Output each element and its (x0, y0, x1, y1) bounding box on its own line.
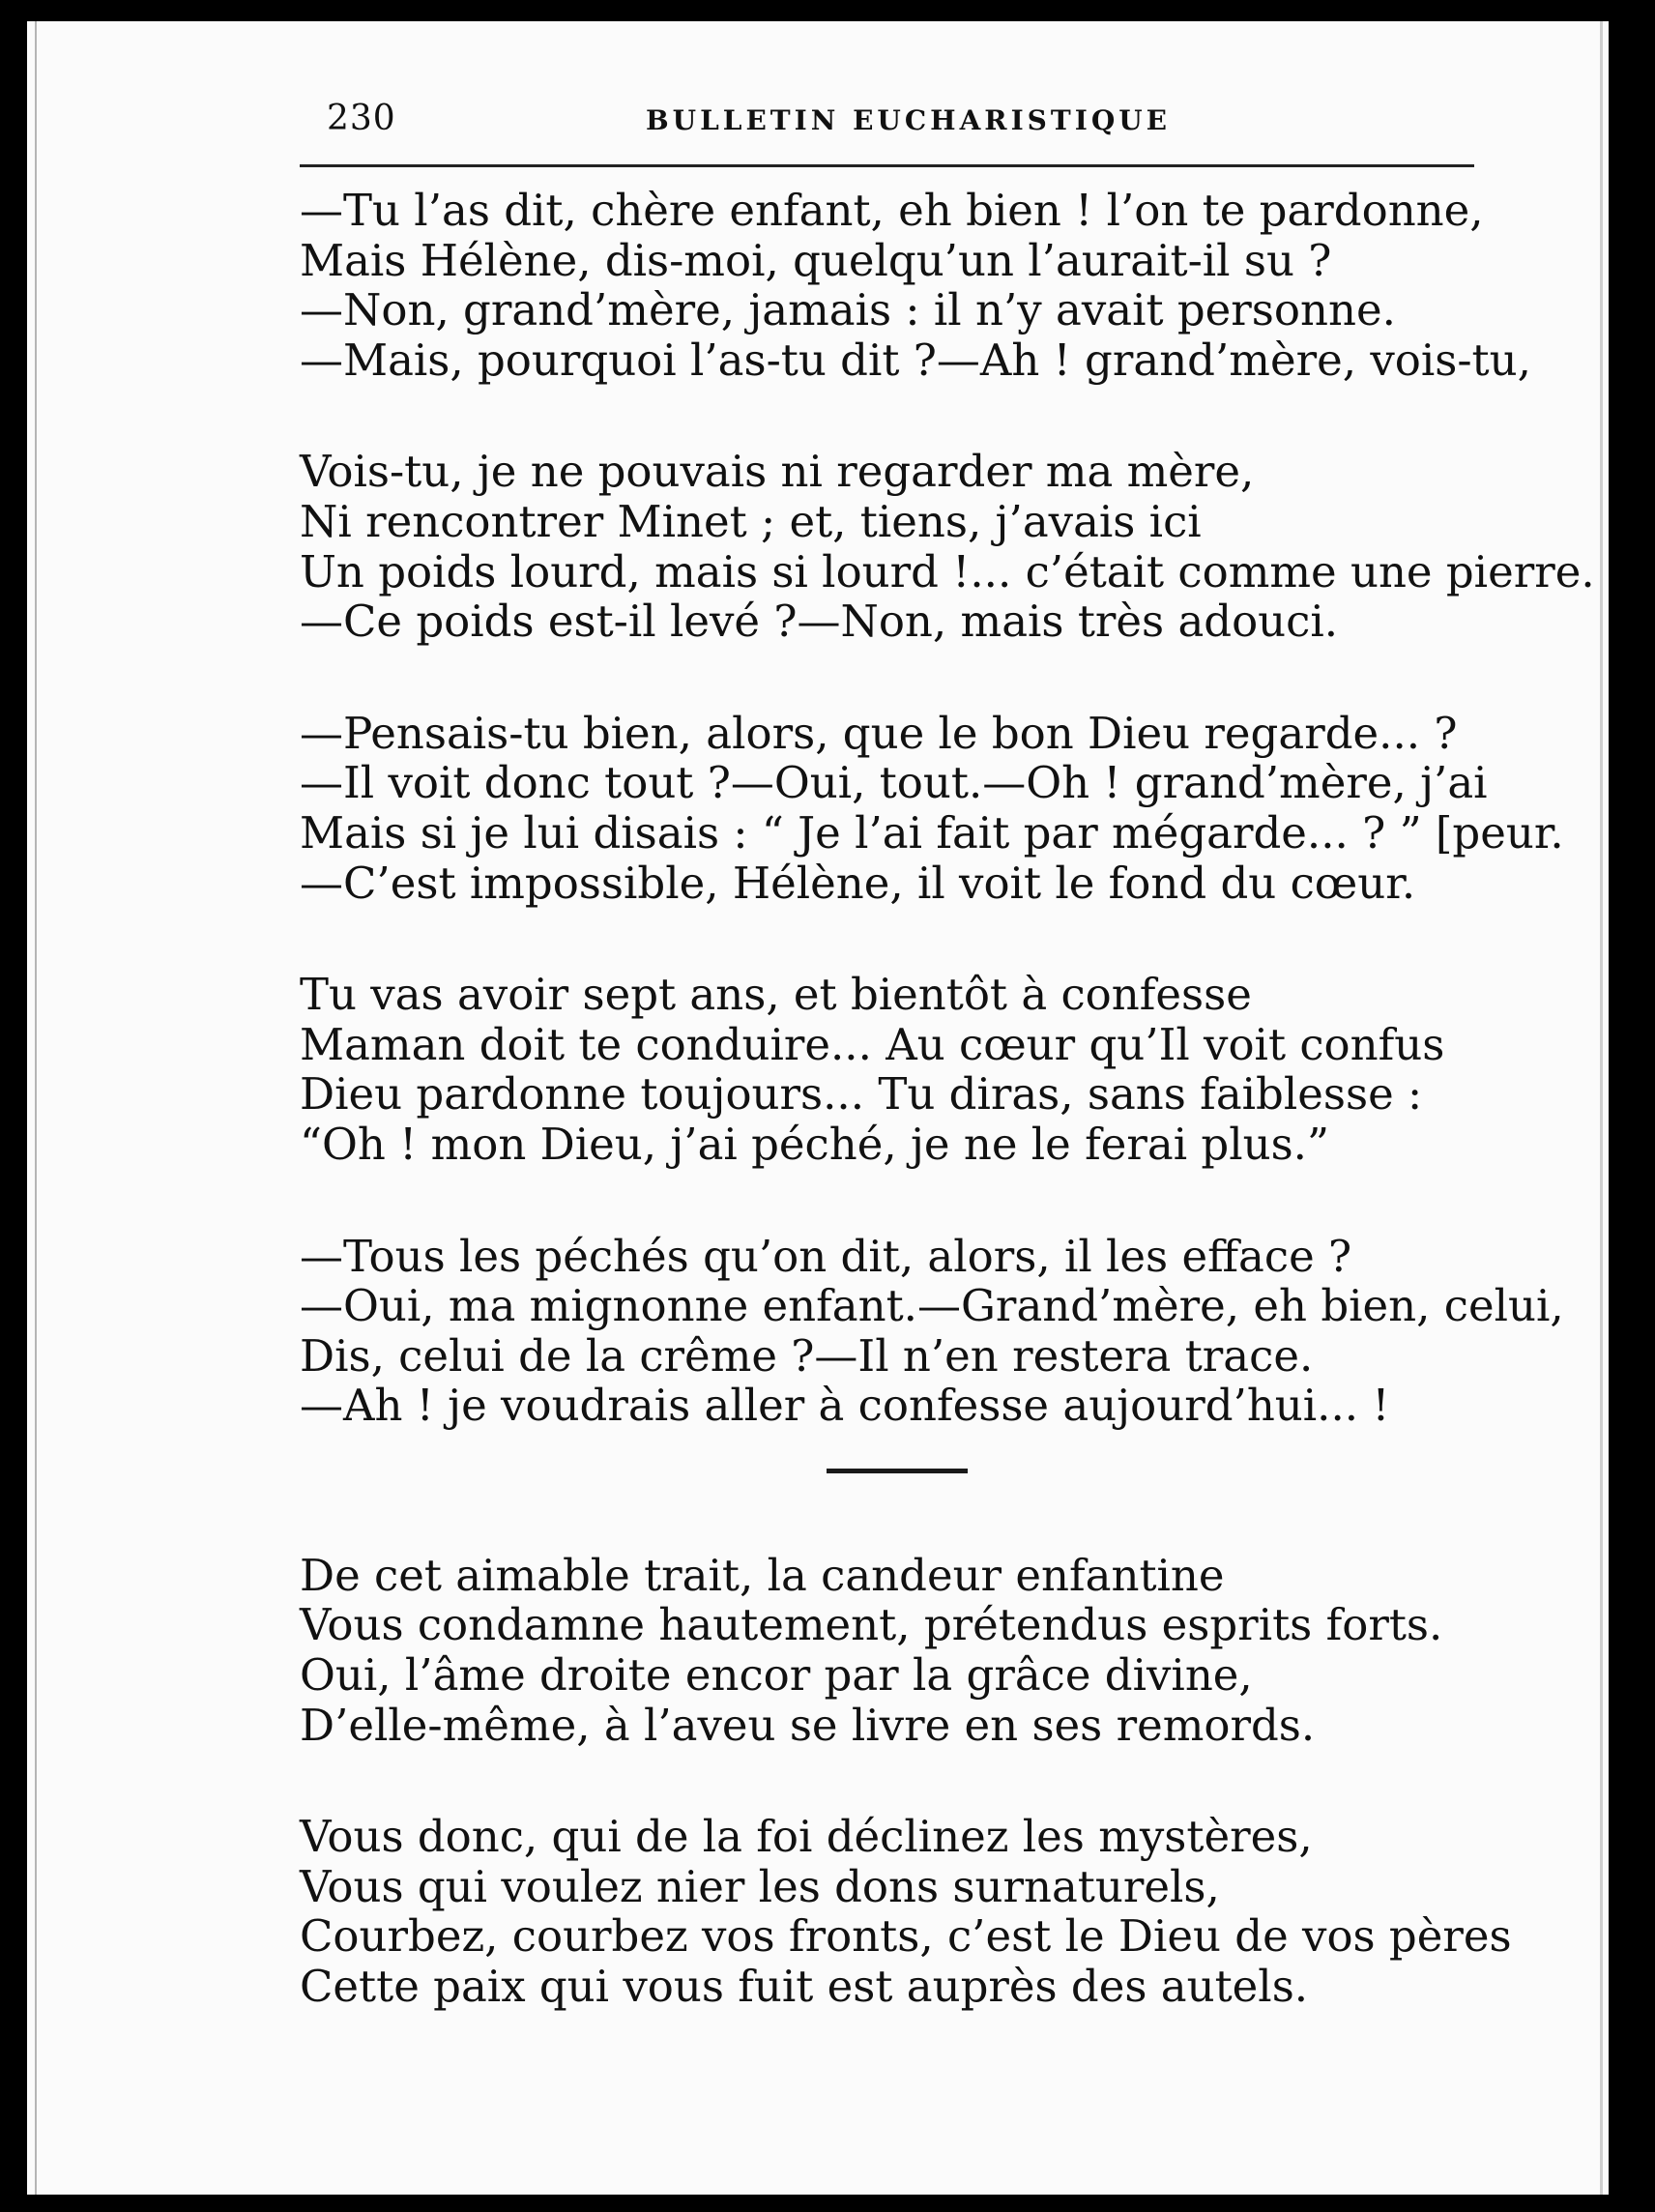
verse-line: Courbez, courbez vos fronts, c’est le Dieu de vos pères (300, 1910, 1512, 1963)
page-number: 230 (327, 99, 396, 138)
verse-line: Dis, celui de la crême ?—Il n’en restera trace. (300, 1329, 1314, 1382)
closing-stanza (300, 1811, 1512, 2013)
stanza (300, 970, 1498, 1169)
verse-line: Maman doit te conduire... Au cœur qu’Il voit confus (300, 1018, 1445, 1070)
stanza (300, 1230, 1564, 1432)
page-header (327, 79, 1506, 137)
verse-line: De cet aimable trait, la candeur enfantine (300, 1549, 1225, 1601)
verse-line: Oui, l’âme droite encor par la grâce divine, (300, 1649, 1253, 1702)
verse-line: Cette paix qui vous fuit est auprès des autels. (300, 1961, 1309, 2013)
header-rule (300, 164, 1474, 167)
running-title: BULLETIN EUCHARISTIQUE (646, 104, 1171, 136)
poem-body (300, 185, 1595, 2013)
verse-line: —Tous les péchés qu’on dit, alors, il les efface ? (300, 1230, 1352, 1282)
stanza (300, 446, 1595, 648)
verse-line: Vous condamne hautement, prétendus esprits forts. (300, 1599, 1443, 1651)
verse-line: —Mais, pourquoi l’as-tu dit ?—Ah ! grand’mère, vois-tu, (300, 334, 1531, 386)
verse-line: Vois-tu, je ne pouvais ni regarder ma mère, (300, 446, 1255, 498)
section-divider (827, 1469, 968, 1473)
verse-line: Un poids lourd, mais si lourd !... c’était comme une pierre. (300, 545, 1595, 597)
section-divider-area (300, 1431, 1498, 1512)
stanza (300, 185, 1531, 386)
verse-line: —Ah ! je voudrais aller à confesse aujourd’hui... ! (300, 1380, 1390, 1432)
verse-line: Mais Hélène, dis-moi, quelqu’un l’aurait-il su ? (300, 234, 1332, 286)
verse-line: —Pensais-tu bien, alors, que le bon Dieu regarde... ? (300, 707, 1458, 759)
verse-line: “Oh ! mon Dieu, j’ai péché, je ne le ferai plus.” (300, 1118, 1329, 1170)
verse-line: D’elle-même, à l’aveu se livre en ses remords. (300, 1699, 1316, 1751)
verse-line: Mais si je lui disais : “ Je l’ai fait par mégarde... ? ” [peur. (300, 806, 1564, 859)
verse-line: Vous donc, qui de la foi déclinez les mystères, (300, 1811, 1313, 1863)
verse-line: —Il voit donc tout ?—Oui, tout.—Oh ! grand’mère, j’ai (300, 757, 1488, 809)
verse-line: Ni rencontrer Minet ; et, tiens, j’avais ici (300, 495, 1202, 547)
verse-line: Dieu pardonne toujours... Tu diras, sans faiblesse : (300, 1068, 1423, 1121)
verse-line: Tu vas avoir sept ans, et bientôt à confesse (300, 969, 1252, 1021)
verse-line: —Ce poids est-il levé ?—Non, mais très adouci. (300, 596, 1339, 648)
verse-line: —C’est impossible, Hélène, il voit le fond du cœur. (300, 857, 1416, 909)
verse-line: —Oui, ma mignonne enfant.—Grand’mère, eh bien, celui, (300, 1280, 1564, 1332)
verse-line: —Non, grand’mère, jamais : il n’y avait personne. (300, 284, 1396, 336)
verse-line: —Tu l’as dit, chère enfant, eh bien ! l’on te pardonne, (300, 185, 1484, 236)
verse-line: Vous qui voulez nier les dons surnaturels, (300, 1860, 1220, 1912)
stanza (300, 707, 1564, 909)
closing-stanza (300, 1551, 1498, 1750)
